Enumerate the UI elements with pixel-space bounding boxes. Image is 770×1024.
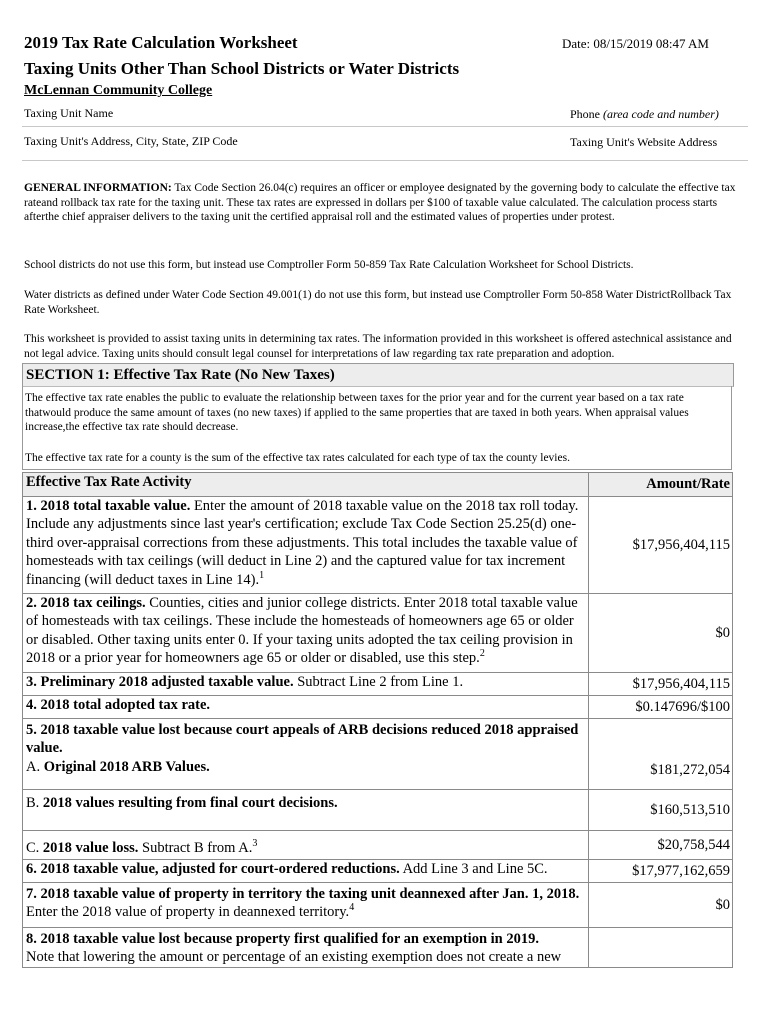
table-row (23, 719, 733, 790)
footnote-ref: 1 (259, 569, 265, 581)
footnote-ref: 2 (479, 648, 485, 660)
line-1-description (23, 497, 589, 594)
line-1-amount: $17,956,404,115 (588, 497, 732, 594)
line-5c-amount: $20,758,544 (588, 831, 732, 860)
line-2-description (23, 594, 589, 673)
line-5a (26, 758, 585, 776)
line-text: Counties, cities and junior college districts. Enter 2018 total taxable value of homesteads with tax ceilings. These include the homesteads of homeowners age 65 or older or disabled. Other taxing units enter 0. If your taxing units adopted the tax ceiling provision in 2018 or a prior year for homeowners age 65 or older or disabled, use this step. (26, 595, 578, 667)
line-text: Enter the amount of 2018 taxable value on the 2018 tax roll today. Include any adjustments since last year's certification; exclude Tax Code Section 25.25(d) one-third over-appraisal corrections from these adjustments. This total includes the taxable value of homesteads with tax ceilings (will deduct in Line 2) and the captured value for tax increment financing (will deduct taxes in Line 14). (26, 498, 579, 588)
disclaimer-paragraph: This worksheet is provided to assist taxing units in determining tax rates. The information provided in this worksheet is offered astechnical assistance and not legal advice. Taxing units should consult legal counsel for interpretations of law regarding tax rate preparation and adoption. (24, 333, 732, 360)
line-5a-label: Original 2018 ARB Values. (43, 758, 210, 775)
line-text: Subtract Line 2 from Line 1. (293, 674, 464, 690)
line-4-description (23, 696, 589, 719)
line-4-amount: $0.147696/$100 (588, 696, 732, 719)
column-header-activity: Effective Tax Rate Activity (23, 473, 589, 497)
line-label: 2. 2018 tax ceilings. (26, 595, 146, 611)
school-districts-note: School districts do not use this form, but instead use Comptroller Form 50-859 Tax Rate Calculation Worksheet for School Districts. (24, 259, 634, 271)
page-title: 2019 Tax Rate Calculation Worksheet (24, 33, 298, 52)
line-label: 6. 2018 taxable value, adjusted for court-ordered reductions. (26, 861, 400, 877)
line-5c-description (23, 831, 589, 860)
line-label: 4. 2018 total adopted tax rate. (26, 697, 211, 713)
table-row (23, 928, 733, 968)
taxing-unit-name-value: McLennan Community College (24, 83, 213, 98)
section-1-title: SECTION 1: Effective Tax Rate (No New Taxes) (22, 363, 734, 387)
line-label: 5. 2018 taxable value lost because court appeals of ARB decisions reduced 2018 appraised value. (26, 722, 579, 757)
line-label: 8. 2018 taxable value lost because property first qualified for an exemption in 2019. (26, 931, 539, 947)
line-8-description (23, 928, 589, 968)
table-row (23, 860, 733, 883)
line-5b-description (23, 790, 589, 831)
table-row (23, 673, 733, 696)
line-5-description (23, 719, 589, 790)
line-6-amount: $17,977,162,659 (588, 860, 732, 883)
line-3-amount: $17,956,404,115 (588, 673, 732, 696)
taxing-unit-name-label: Taxing Unit Name (24, 106, 114, 120)
effective-tax-rate-table (22, 472, 733, 968)
divider (22, 126, 748, 127)
line-5c-label: 2018 value loss. (42, 839, 139, 856)
line-text: Note that lowering the amount or percentage of an existing exemption does not create a new (26, 949, 562, 966)
line-5b-prefix: B. (26, 795, 43, 811)
table-row (23, 497, 733, 594)
general-information-paragraph (24, 181, 746, 225)
general-information-lead: GENERAL INFORMATION: (24, 182, 172, 194)
general-information-text: Tax Code Section 26.04(c) requires an officer or employee designated by the governing body to calculate the effective tax rateand rollback tax rate for the taxing unit. These tax rates are expressed in dollars per $100 of taxable value calculated. The calculation process starts afterthe chief appraiser delivers to the taxing unit the certified appraisal roll and the estimated values of properties under protest. (24, 182, 736, 224)
line-label: 3. Preliminary 2018 adjusted taxable value. (26, 674, 294, 690)
table-row (23, 696, 733, 719)
date-stamp: Date: 08/15/2019 08:47 AM (562, 36, 709, 51)
line-label: 7. 2018 taxable value of property in territory the taxing unit deannexed after Jan. 1, 2018. (26, 886, 580, 902)
line-5b-amount: $160,513,510 (588, 790, 732, 831)
section-1-intro: The effective tax rate enables the public to evaluate the relationship between taxes for the prior year and for the current year based on a tax rate thatwould produce the same amount of taxes (no new taxes) if applied to the same properties that are taxed in both years. When appraisal values increase,the effective tax rate should decrease. (25, 392, 689, 434)
address-label: Taxing Unit's Address, City, State, ZIP Code (24, 134, 238, 148)
line-text: Add Line 3 and Line 5C. (399, 861, 548, 877)
line-text: Subtract B from A. (138, 839, 253, 856)
table-row (23, 594, 733, 673)
line-2-amount: $0 (588, 594, 732, 673)
table-row (23, 831, 733, 860)
line-5a-prefix: A. (26, 758, 44, 775)
table-row (23, 883, 733, 928)
line-3-description (23, 673, 589, 696)
phone-label (570, 107, 719, 122)
line-5c-prefix: C. (26, 839, 43, 856)
phone-hint: (area code and number) (603, 107, 719, 121)
line-6-description (23, 860, 589, 883)
footnote-ref: 4 (349, 902, 355, 914)
water-districts-note: Water districts as defined under Water Code Section 49.001(1) do not use this form, but instead use Comptroller Form 50-858 Water DistrictRollback Tax Rate Worksheet. (24, 289, 732, 316)
table-header-row (23, 473, 733, 497)
section-1-county-note: The effective tax rate for a county is the sum of the effective tax rates calculated for each type of tax the county levies. (25, 452, 570, 464)
line-8-amount (588, 928, 732, 968)
table-row (23, 790, 733, 831)
phone-label-text: Phone (570, 107, 600, 121)
website-label: Taxing Unit's Website Address (570, 135, 718, 149)
line-text: Enter the 2018 value of property in deannexed territory. (26, 904, 350, 921)
line-5a-amount: $181,272,054 (588, 719, 732, 790)
line-5b-label: 2018 values resulting from final court decisions. (42, 795, 338, 811)
footnote-ref: 3 (252, 837, 258, 849)
divider (22, 160, 748, 161)
line-7-amount: $0 (588, 883, 732, 928)
page-subtitle: Taxing Units Other Than School Districts or Water Districts (24, 59, 460, 78)
line-7-description (23, 883, 589, 928)
line-label: 1. 2018 total taxable value. (26, 498, 191, 514)
column-header-amount: Amount/Rate (588, 473, 732, 497)
